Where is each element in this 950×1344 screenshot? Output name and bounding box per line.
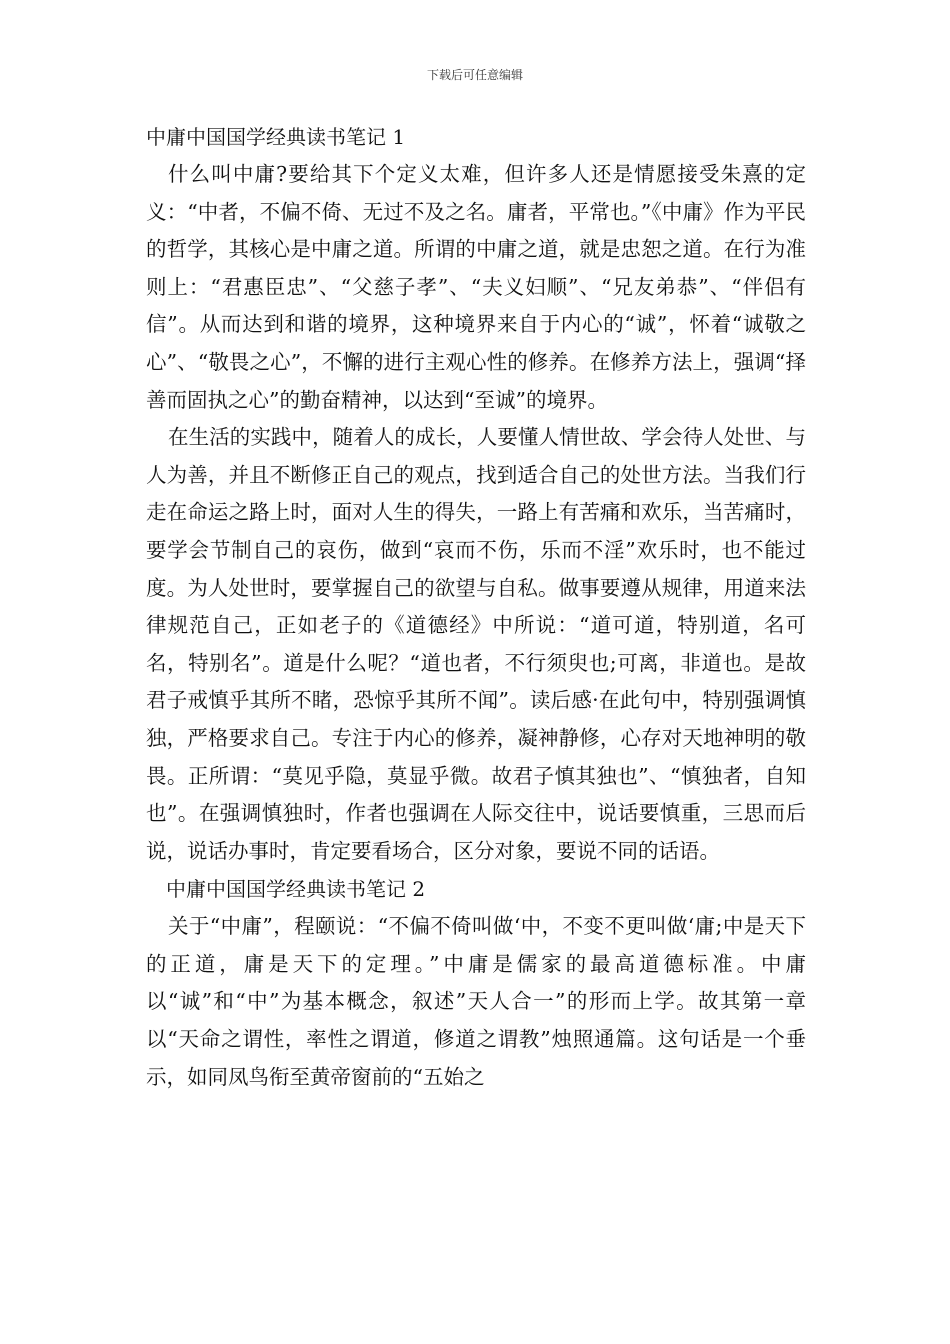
document-body (146, 118, 806, 1096)
page-header-note: 下载后可任意编辑 (426, 68, 523, 82)
section-title-1: 中庸中国国学经典读书笔记 1 (146, 125, 406, 149)
paragraph: 关于“中庸”，程颐说：“不偏不倚叫做‘中，不变不更叫做‘庸;中是天下的正道，庸是天下的定理。”中庸是儒家的最高道德标准。中庸以“诚”和“中”为基本概念，叙述”天人合一”的形而上学。故其第一章以“天命之谓性，率性之谓道，修道之谓教”烛照通篇。这句话是一个垂示，如同凤鸟衔至黄帝窗前的“五始之 (146, 914, 806, 1089)
section-title-2: 中庸中国国学经典读书笔记 2 (166, 877, 426, 902)
paragraph: 在生活的实践中，随着人的成长，人要懂人情世故、学会待人处世、与人为善，并且不断修正自己的观点，找到适合自己的处世方法。当我们行走在命运之路上时，面对人生的得失，一路上有苦痛和欢乐，当苦痛时，要学会节制自己的哀伤，做到“哀而不伤，乐而不淫”欢乐时，也不能过度。为人处世时，要掌握自己的欲望与自私。做事要遵从规律，用道来法律规范自己，正如老子的《道德经》中所说：“道可道，特别道，名可名，特别名”。道是什么呢？“道也者，不行须臾也;可离，非道也。是故君子戒慎乎其所不睹，恐惊乎其所不闻”。读后感·在此句中，特别强调慎独，严格要求自己。专注于内心的修养，凝神静修，心存对天地神明的敬畏。正所谓：“莫见乎隐，莫显乎微。故君子慎其独也”、“慎独者，自知也”。在强调慎独时，作者也强调在人际交往中，说话要慎重，三思而后说，说话办事时，肯定要看场合，区分对象，要说不同的话语。 (146, 425, 806, 863)
paragraph: 什么叫中庸?要给其下个定义太难，但许多人还是情愿接受朱熹的定义：“中者，不偏不倚、无过不及之名。庸者，平常也。”《中庸》作为平民的哲学，其核心是中庸之道。所谓的中庸之道，就是忠恕之道。在行为准则上：“君惠臣忠”、“父慈子孝”、“夫义妇顺”、“兄友弟恭”、“伴侣有信”。从而达到和谐的境界，这种境界来自于内心的“诚”，怀着“诚敬之心”、“敬畏之心”，不懈的进行主观心性的修养。在修养方法上，强调“择善而固执之心”的勤奋精神，以达到“至诚”的境界。 (146, 162, 806, 412)
